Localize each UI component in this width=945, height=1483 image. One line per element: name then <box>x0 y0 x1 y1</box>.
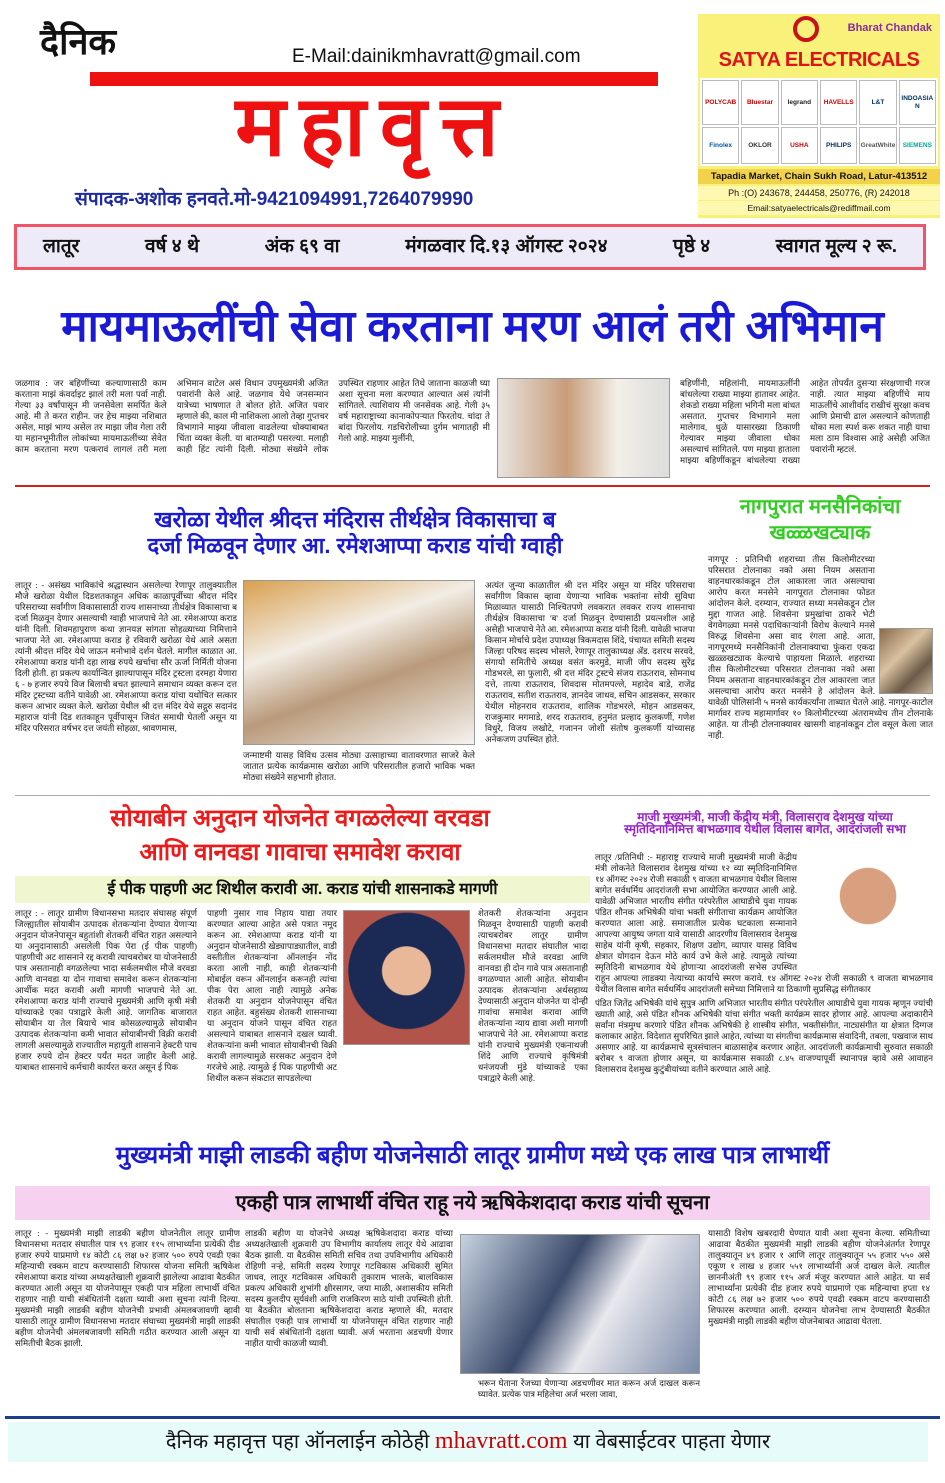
ad-email: Email:satyaelectricals@rediffmail.com <box>698 201 940 215</box>
footer-site-link[interactable]: mhavratt.com <box>434 1428 568 1454</box>
divider <box>15 795 930 796</box>
story1-body-right: बहिणींनी, महिलांनी, मायमाऊलींनी बांधलेल्या राख्या माझ्या हातावर आहेत. शेकडो राख्या महिला भगिनी मला बांधत असतात. गुप्तचर विभागाने मला मालेगाव, धुळे यासारख्या ठिकाणी गेल्यावर माझ्या जीवाला धोका असल्याचं सांगितले. पण माझ्या हाताला माझ्या बहिणींकडून बांधलेल्या राख्या आहेत तोपर्यंत दुसऱ्या संरक्षणाची गरज नाही. त्यात माझ्या बहिणींचे माय माऊलींचे आशीर्वाद राखीचं सुरक्षा कवच आणि प्रेमाची ढाल असल्याने कोणताही धोका मला स्पर्श करू शकत नाही याचा मला ठाम विश्वास आहे असेही अजित पवारांनी म्हटलं. <box>680 378 930 465</box>
ad-logo-icon <box>793 16 819 42</box>
footer-prefix: दैनिक महावृत्त पहा ऑनलाईन कोठेही <box>165 1431 430 1453</box>
ad-name: SATYA ELECTRICALS <box>718 49 920 71</box>
satya-electricals-ad <box>698 14 940 218</box>
story2-headline-line2: दर्जा मिळवून देणार आ. रमेशआप्पा कराड यांची ग्वाही <box>147 533 563 558</box>
story1-photo <box>497 378 670 478</box>
ad-brand-logo: OKLOR <box>741 127 778 164</box>
ad-brand-logo: PHILIPS <box>820 127 857 164</box>
story4-body-right: पंडित जितेंद्र अभिषेकी यांचे सुपुत्र आणि अभिजात भारतीय संगीत परंपरेतील आघाडीचे युवा गायक म्हणून ज्यांची ख्याती आहे, असे पंडित शौनक अभिषेकी यांचा संगीत भक्ती कार्यक्रम सादर होणार आहे. आपल्या अदाकारीने सर्वांना मंत्रमुग्ध करणारे पंडित शौनक अभिषेकी हे शास्त्रीय संगीत, भक्तीसंगीत, नाट्यसंगीत या क्षेत्रात दिग्गज कलाकार आहेत. विदेशात सुपरिचित झाले आहेत, त्यांच्या या संगतीचा कार्यक्रमास संवादिनी, तबला, पखवाज साथ असणार आहे. या कार्यक्रमाचे सूत्रसंचालन बाळासाहेब करणार आहेत. आदरांजली कार्यक्रमाची सुरुवात सकाळी बरोबर ९ वाजता होणार असून, या कार्यक्रमास सकाळी ८.४५ वाजण्यापूर्वी स्थानापन्न व्हावे असे आवाहन विलासराव देशमुख कुटुंबीयांच्या वतीने करण्यात आले आहे. <box>595 998 933 1074</box>
story2-photo <box>243 580 475 745</box>
ad-phone: Ph :(O) 243678, 244458, 250776, (R) 242018 <box>698 186 940 200</box>
story3-headline-box <box>10 799 590 873</box>
story3-subheadline: ई पीक पाहणी अट शिथील करावी आ. कराड यांची शासनाकडे मागणी <box>107 881 498 898</box>
story3-headline-line1: सोयाबीन अनुदान योजनेत वगळलेल्या वरवडा <box>110 805 490 832</box>
info-issue: अंक ६९ वा <box>264 236 340 257</box>
story4-headline-line1: माजी मुख्यमंत्री, माजी केंद्रीय मंत्री, विलासराव देशमुख यांच्या <box>637 809 893 824</box>
masthead-title <box>90 72 658 180</box>
nagpur-photo <box>879 628 933 694</box>
info-pages: पृष्ठे ४ <box>673 236 711 257</box>
story5-subheadline: एकही पात्र लाभार्थी वंचित राहू नये ऋषिकेशदादा कराड यांची सूचना <box>235 1192 710 1214</box>
story2-caption: जन्माष्टमी यासह विविध उत्सव मोठ्या उत्साहाच्या वातावरणात साजरे केले जातात प्रत्येक कार्यक्रमास खरोळा आणि परिसरातील हजारो भाविक भक्त मोठ्या संख्येने सहभागी होतात. <box>243 750 475 782</box>
story4-story <box>595 852 933 1114</box>
story3-body-left: लातूर : - लातूर ग्रामीण विधानसभा मतदार संघासह संपूर्ण जिल्ह्यातील सोयाबीन उत्पादक शेतकऱ्यांना देण्यात येणाऱ्या अनुदान योजनेपासून बहुतांशी शेतकरी वंचित राहत असल्याने या अनुदानासाठी असलेली पिक पेरा (ई पीक पाहणी) पाहणीची अट शासनाने रद्द करावी त्याचबरोबर या योजनेसाठी पात्र असतानाही वगळलेल्या भादा सर्कलमधील मौजे वरवडा आणि वानवडा या दोन गावाचा समावेश करून शेतकऱ्यांना आर्थीक मदत करावी अशी मागणी भाजपाचे नेते आ. रमेशआप्पा कराड यांनी राज्याचे मुख्यमंत्री आणि कृषी मंत्री यांच्याकडे एका पत्राद्वारे केली आहे. जागतिक बाजारात सोयाबीन या तेल बियाचे भाव कोसळल्यामुळे सोयाबीन उत्पादक शेतकऱ्यांना कमी भावात सोयाबीनची विक्री करावी लागली असल्यामुळे राज्यातील महायुती शासनाने हेक्टरी पाच हजार रुपये दोन हेक्टर पर्यंत मदत जाहीर केली आहे. याबाबत शासनाचे कर्मचारी कार्यरत करत असून ई पिक <box>15 908 197 1072</box>
ad-brand-logo: L&T <box>859 80 896 125</box>
story1-headline-box <box>10 280 935 374</box>
story4-photo <box>803 852 933 962</box>
story1-body-left: जळगाव : जर बहिणींच्या कल्याणासाठी काम करताना माझं कंवर्दाइट झालं तरी मला पर्वा नाही. गेल्या ३३ वर्षांपासून मी जनसेवेला समर्पित केले आहे. मी ते करत राहीन. जर हेच माझ्या नशिबात असेल, माझं भाग्य असेल तर माझा जीव गेला तरी या महानभूमीतील लोकांच्या मायमाऊलींच्या सेवेत काम करताना मरण पत्करावं लागलं तरी मला अभिमान वाटेल असं विधान उपमुख्यमंत्री अजित पवारांनी केले आहे. जळगाव येथे जनसन्मान यात्रेच्या भाषणात ते बोलत होते. अजित पवार म्हणाले की, काल मी नाशिकला आलो तेव्हा गुप्तचर विभागाने माझ्या जीवाला वाढलेल्या धोक्याबाबत चिंता व्यक्त केली. या बातम्याही पसरल्या. मलाही काही हिंट त्यांनी दिली. मोठ्या संख्येने लोक उपस्थित राहणार आहेत तिथे जाताना काळजी घ्या अशा सूचना मला करण्यात आल्यात असं त्यांनी सांगितले. त्याशिवाय मी जनसेवक आहे. गेली ३५ वर्ष महाराष्ट्राच्या कानाकोपऱ्यात फिरतोय. चांदा ते बांदा फिरलोय. गडचिरोलीच्या दुर्गम भागातही मी गेलो आहे. माझ्या मुलींनी, <box>15 378 490 454</box>
nagpur-headline-line1: नागपुरात मनसैनिकांचा <box>739 496 901 518</box>
info-date: मंगळवार दि.१३ ऑगस्ट २०२४ <box>405 236 608 257</box>
story3-body-right: शेतकरी शेतकऱ्यांना अनुदान मिळवून देण्यासाठी पाहणी करावी त्याचबरोबर लातूर ग्रामीण विधानसभा मतदार संघातील भादा सर्कलमधील मौजे वरवडा आणि वानवडा ही दोन गावे पात्र असतानाही वगळण्यात आली आहेत. सोयाबीन उत्पादक शेतकऱ्यांना अर्थसहाय्य देण्यासाठी अनुदान योजनेत या दोन्ही गावांचा समावेश करावा आणि शेतकऱ्यांना न्याय द्यावा अशी मागणी भाजपाचे नेते आ. रमेशआप्पा कराड यांनी राज्याचे मुख्यमंत्री एकनाथजी शिंदे आणि राज्याचे कृषिमंत्री धनंजयजी मुंडे यांच्याकडे एका पत्राद्वारे केली आहे. <box>478 908 588 1083</box>
story4-body-left: लातूर /प्रतिनिधी :- महाराष्ट्र राज्याचे माजी मुख्यमंत्री माजी केंद्रीय मंत्री लोकनेते विलासराव देशमुख यांच्या १२ व्या स्मृतिदिनानिमित्त १४ ऑगस्ट २०२४ रोजी सकाळी ९ वाजता बाभळगाव येथील विलास बागेत सर्वधर्मिय आदरांजली सभा आयोजित करण्यात आली आहे. यावेळी अभिजात भारतीय संगीत परंपरेतील आघाडीचे युवा गायक पंडित शौनक अभिषेकी यांचा भक्ती संगीताचा कार्यक्रम आयोजित करण्यात आला आहे. समाजातील प्रत्येक घटकाला सन्मानाने आपल्या आयुष्य जगता यावे यासाठी आदरणीय विलासराव देशमुख साहेब यांनी कृषी, सहकार, शिक्षण उद्योग, व्यापार यासह विविध क्षेत्रात योगदान देऊन मोठे कार्य उभे केले आहे. त्यामुळे त्यांच्या स्मृतिदिनी बाभळगाव येथे होणाऱ्या आदरांजली सभेस उपस्थित राहून आपल्या लाडक्या नेत्याच्या कार्याचे स्मरण करावे. १४ ऑगस्ट २०२४ रोजी सकाळी ९ वाजता बाभळगाव येथील विलास बागेत सर्वधर्मिय आदरांजली समेच्या निमित्ताने या ठिकाणी सुप्रसिद्ध संगीतकार <box>595 852 933 994</box>
story2-body-left: लातूर : - असंख्य भाविकांचे श्रद्धास्थान असलेल्या रेणापूर तालुक्यातील मौजे खरोळा येथील दिडशतकाहून अधिक काळापूर्वीच्या श्रीदत्त मंदिर परिसराच्या सर्वांगीण विकासासाठी राज्य शासनाच्या तीर्थक्षेत्र विकासाचा ब दर्जा मिळवून देणार असल्याची ग्वाही भाजपाचे नेते आ. रमेशआप्पा कराड यांनी दिली. शिवमहापुराण कथा ज्ञानयज्ञ सांगता सोहळ्याच्या निमित्ताने भाजपा नेते आ. रमेशआप्पा कराड हे रविवारी खरोळा येथे आले असता त्यांनी श्रीदत्त मंदिर येथे जाऊन मनोभावे दर्शन घेतले. मागील काळात आ. रमेशआप्पा कराड यांनी दहा लाख रुपये खर्चाचा सौर ऊर्जा निर्मिती योजना दिली होती. हा प्रकल्प कार्यान्वित झाल्यापासून मंदिर ट्रस्टला दरमहा येणारा ६ - ७ हजार रुपये विज बिलाची बचत झाल्याने समाधान व्यक्त करून दत्त मंदिर ट्रस्टच्या वतीने यावेळी आ. रमेशआप्पा कराड यांचा यथोचित सत्कार करून आभार व्यक्त केले. खरोळा येथील श्री दत्त मंदिर येथे सद्गुरु सदानंद महाराज यांनी दिड शतकाहून पूर्वीपासून जिवंत समाधी घेतली असून या मंदिर परिसरात वर्षभर दत्त जयंती सोहळा, श्रावणमास, <box>15 580 237 733</box>
story5-subheadline-box <box>15 1186 930 1220</box>
ad-brand-logo: legrand <box>781 80 818 125</box>
ad-brand-grid <box>700 78 938 166</box>
divider <box>5 1416 940 1419</box>
ad-brand-logo: USHA <box>781 127 818 164</box>
story4-headline-line2: स्मृतिदिनानिमित्त बाभळगाव येथील विलास बागेत, आदरांजली सभा <box>624 822 906 836</box>
nagpur-body: नागपूर : प्रतिनिधी शहराच्या तीस किलोमीटरच्या परिसरात टोलनाका नको असा नियम असताना वाहनधारकांकडून टोल आकारला जात असल्याचा आरोप करत मनसेने नागपूरात टोलनाका फोडत आंदोलन केले. दरम्यान, राज्यात सध्या मनसेकडून टोल मुद्दा गाजत आहे. शिवसेना प्रमुखांचा ठाकरे भेटी वेगवेगळ्या मनसे पदाधिकाऱ्यांनी विरोध केल्याने मनसे विरुद्ध शिवसेना असा वाद रंगला आहे. आता, नागपूरमध्ये मनसैनिकांनी टोलनाक्याचा फुंकरा एकदा खळ्ळखट्याक केल्याचे पाहायला मिळाले. शहराच्या तीस किलोमीटरच्या परिसरात टोलनाका नको असा नियम असताना वाहनधारकांकडून टोल आकारला जात असल्याचा आरोप करत मनसेने हे आंदोलन केले. यावेळी पोलिसांनी ५ मनसे कार्यकर्त्यांना ताब्यात घेतले आहे. नागपूर-काटोल मार्गावर राज्य महामार्गावर १० किलोमीटरच्या अंतरामध्येच तीन टोलनाके आहेत. या तीन्ही टोलनाक्यावर खासगी वाहनांकडून टोल वसूल केला जात नाही. <box>708 554 933 740</box>
story2-headline-box <box>15 492 695 574</box>
masthead-email: E-Mail:dainikmhavratt@gmail.com <box>292 46 581 67</box>
ad-brand-logo: Finolex <box>702 127 739 164</box>
story1-headline: मायमाऊलींची सेवा करताना मरण आलं तरी अभिमान <box>61 302 884 351</box>
story3-subheadline-box <box>15 876 590 903</box>
divider <box>15 485 930 487</box>
story5-headline: मुख्यमंत्री माझी लाडकी बहीण योजनेसाठी लातूर ग्रामीण मध्ये एक लाख पात्र लाभार्थी <box>115 1141 830 1169</box>
story3-photo <box>343 910 470 1045</box>
info-bar <box>14 224 926 270</box>
story5-photo <box>460 1234 700 1374</box>
ad-brand-logo: Bluestar <box>741 80 778 125</box>
ad-address: Tapadia Market, Chain Sukh Road, Latur-413512 <box>698 169 940 184</box>
info-city: लातूर <box>43 236 80 257</box>
info-year: वर्ष ४ थे <box>144 236 200 257</box>
info-price: स्वागत मूल्य २ रू. <box>775 236 897 257</box>
story5-body-right: यासाठी विशेष खबरदारी घेण्यात यावी अशा सूचना केल्या. समितीच्या आढावा बैठकीत मुख्यमंत्री माझी लाडकी बहीण योजनेअंतर्गत रेणापूर तालुक्यातून ४९ हजार १ आणि लातूर तालुक्यातून ५५ हजार ५५० असे एकूण १ लाख ४ हजार ५५१ लाभार्थ्यांनी अर्ज दाखल केले. त्यातील छाननीअंती ९९ हजार ११५ अर्ज मंजूर करण्यात आले आहेत. या सर्व लाभार्थ्यांना प्रत्येकी दीड हजार रुपये याप्रमाणे एक महिन्याचा हप्ता १४ कोटी ८६ लक्ष ७२ हजार ५०० रुपये एवढी रक्कम वाटप करण्यासाठी शिफारस करण्यात आली. दरम्यान योजनेचा लाभ देण्यासाठी बैठकीत मुख्यमंत्री माझी लाडकी बहीण योजनेबाबत आढावा घेतला. <box>708 1228 930 1326</box>
story3-headline-line2: आणि वानवडा गावाचा समावेश करावा <box>139 839 461 866</box>
story5-body-mid: लाडकी बहीण या योजनेचे अध्यक्ष ऋषिकेशदादा कराड यांच्या अध्यक्षतेखाली शुक्रवारी उप विभागीय कार्यालय लातूर येथे आढावा बैठक झाली. या बैठकीस समिती सचिव तथा उपविभागीय अधिकारी रोहिणी नऱ्हे, समिती सदस्य रेणापूर गटविकास अधिकारी सुमित जाधव, लातूर गटविकास अधिकारी तुकाराम भालके, बालविकास प्रकल्प अधिकारी शुभांगी क्षीरसागर, जया माळी, अशासकीय समिती सदस्य कुलदीप सूर्यवंशी आणि राजकिरण साठे यांची उपस्थिती होती. या बैठकीत बोलताना ऋषिकेशदादा कराड म्हणाले की, मतदार संघातील एकही पात्र लाभार्थी या योजनेपासून वंचित राहणार नाही याची सर्व संबंधितांनी दक्षता घ्यावी. अर्ज भरताना अडचणी येणार नाहीत याची काळजी घ्यावी. <box>245 1228 453 1348</box>
masthead-title-text: महावृत्त <box>235 79 513 173</box>
ad-brand-logo: GreatWhite <box>859 127 896 164</box>
footer-suffix: या वेबसाईटवर पाहता येणार <box>573 1431 771 1453</box>
ad-brand-logo: HAVELLS <box>820 80 857 125</box>
ad-owner: Bharat Chandak <box>847 22 932 34</box>
ad-brand-logo: SIEMENS <box>899 127 936 164</box>
nagpur-story <box>708 554 933 789</box>
nagpur-headline-box <box>705 490 935 550</box>
editor-line: संपादक-अशोक हनवते.मो-9421094991,7264079990 <box>75 189 474 210</box>
ad-brand-logo: POLYCAB <box>702 80 739 125</box>
masthead-prefix: दैनिक <box>40 21 117 62</box>
footer-banner <box>8 1422 928 1462</box>
story5-caption: भरून घेताना रेंजच्या येणाऱ्या अडचणीवर मात करून अर्ज दाखल करून घ्यावेत. प्रत्येक पात्र महिलेचा अर्ज भरला जावा, <box>478 1378 700 1399</box>
story2-body-right: अत्यंत जुन्या काळातील श्री दत्त मंदिर असून या मंदिर परिसराचा सर्वांगीण विकास व्हावा येणाऱ्या भाविक भक्तांना सोयी सुविधा मिळाव्यात यासाठी निश्चितपणे लवकरात लवकर राज्य शासनाचा तीर्थक्षेत्र विकासाचा 'ब' दर्जा मिळवून देण्यासाठी प्रयत्नशील आहे असेही भाजपाचे नेते आ. रमेशआप्पा कराड यांनी दिली. यावेळी भाजपा किसान मोर्चाचे प्रदेश उपाध्यक्ष त्रिकमदास शिंदे, पंचायत समिती सदस्य जिल्हा परिषद सदस्य भोसले, रेणापूर तालुकाध्यक्ष ॲड. दशरथ सरवदे, संगायो समितीचे अध्यक्ष वसंत करमुडे, माजी जीप सदस्य सुरेंद्र गोडभरले, सा फुलारी, श्री दत्त मंदिर ट्रस्टचे संजय राऊतराव, सोमनाथ दत्ते, तात्या राऊतराव, शिवदास मोतमपल्ले, महादेव बाडे, राजेंद्र राऊतराव, सतीश राऊतराव, ज्ञानदेव जाधव, सचिन आडसकर, सरकार येथील मोहनराव राऊतराव, शालिक गोडभरले, मोहन आडसकर, राजकुमार मगमाडे, शरद राऊतराव, हनुमंत प्रल्हाद कुलकर्णी, गणेश विधुरे, विजय लखोटे, गजानन जोशी संतोष कुलकर्णी यांच्यासह अनेकजण उपस्थित होते. <box>485 580 695 744</box>
story5-headline-box <box>10 1127 935 1183</box>
story4-headline-box <box>595 798 935 848</box>
story3-body-mid: पाहणी नुसार गाव निहाय याद्या तयार करण्यात आल्या आहेत असे पत्रात नमूद करून आ. रमेशआप्पा कराड यांनी या अनुदान योजनेसाठी खेड्यापाड्यातील, वाडी वस्तीतील शेतकऱ्यांना ऑनलाईन नोंद करता आली नाही, काही शेतकऱ्यांनी मोबाईल वरून ऑनलाईन करूनही त्यांचा पीक पेरा आला नाही त्यामुळे अनेक शेतकरी या अनुदान योजनेपासून वंचित राहत आहेत. बहुसंख्य शेतकरी शासनाच्या या अनुदान योजने पासून वंचित राहत असल्याने याबाबत शासनाने दखल घ्यावी. शेतकऱ्यांना कमी भावात सोयाबीनची विक्री करावी लागल्यामुळे सरसकट अनुदान देणे गरजेचे आहे. त्यामुळे ई पिक पाहणीची अट शिथील करून संकटात सापडलेल्या <box>207 908 337 1083</box>
story5-body-left: लातूर : - मुख्यमंत्री माझी लाडकी बहीण योजनेतील लातूर ग्रामीण विधानसभा मतदार संघातील पात्र ९९ हजार ११५ लाभार्थ्यांना प्रत्येकी दीड हजार रुपये याप्रमाणे १४ कोटी ८६ लक्ष ७२ हजार ५०० रुपये एवढी एका महिन्याची रक्कम वाटप करण्यासाठी शिफारस योजना समिती ऋषिकेश रमेशआप्पा कराड यांच्या अध्यक्षतेखाली शुक्रवारी झालेल्या आढावा बैठकीत करण्यात आली असून या योजनेपासून एकही पात्र महिला लाभार्थी वंचित राहणार नाही याची संबंधितांनी दक्षता घ्यावी अशा सूचना त्यांनी दिल्या. मुख्यमंत्री माझी लाडकी बहीण योजनेची प्रभावी अंमलबजावणी व्हावी यासाठी लातूर ग्रामीण विधानसभा मतदार संघाच्या मुख्यमंत्री माझी लाडकी बहीण योजनेची अंमलबजावणी समिती गठीत करण्यात आली असून या समितीची बैठक झाली. <box>15 1228 240 1348</box>
story2-headline-line1: खरोळा येथील श्रीदत्त मंदिरास तीर्थक्षेत्र विकासाचा ब <box>154 507 556 532</box>
ad-brand-logo: INDOASIAN <box>899 80 936 125</box>
nagpur-headline-line2: खळ्ळखट्याक <box>769 522 871 544</box>
